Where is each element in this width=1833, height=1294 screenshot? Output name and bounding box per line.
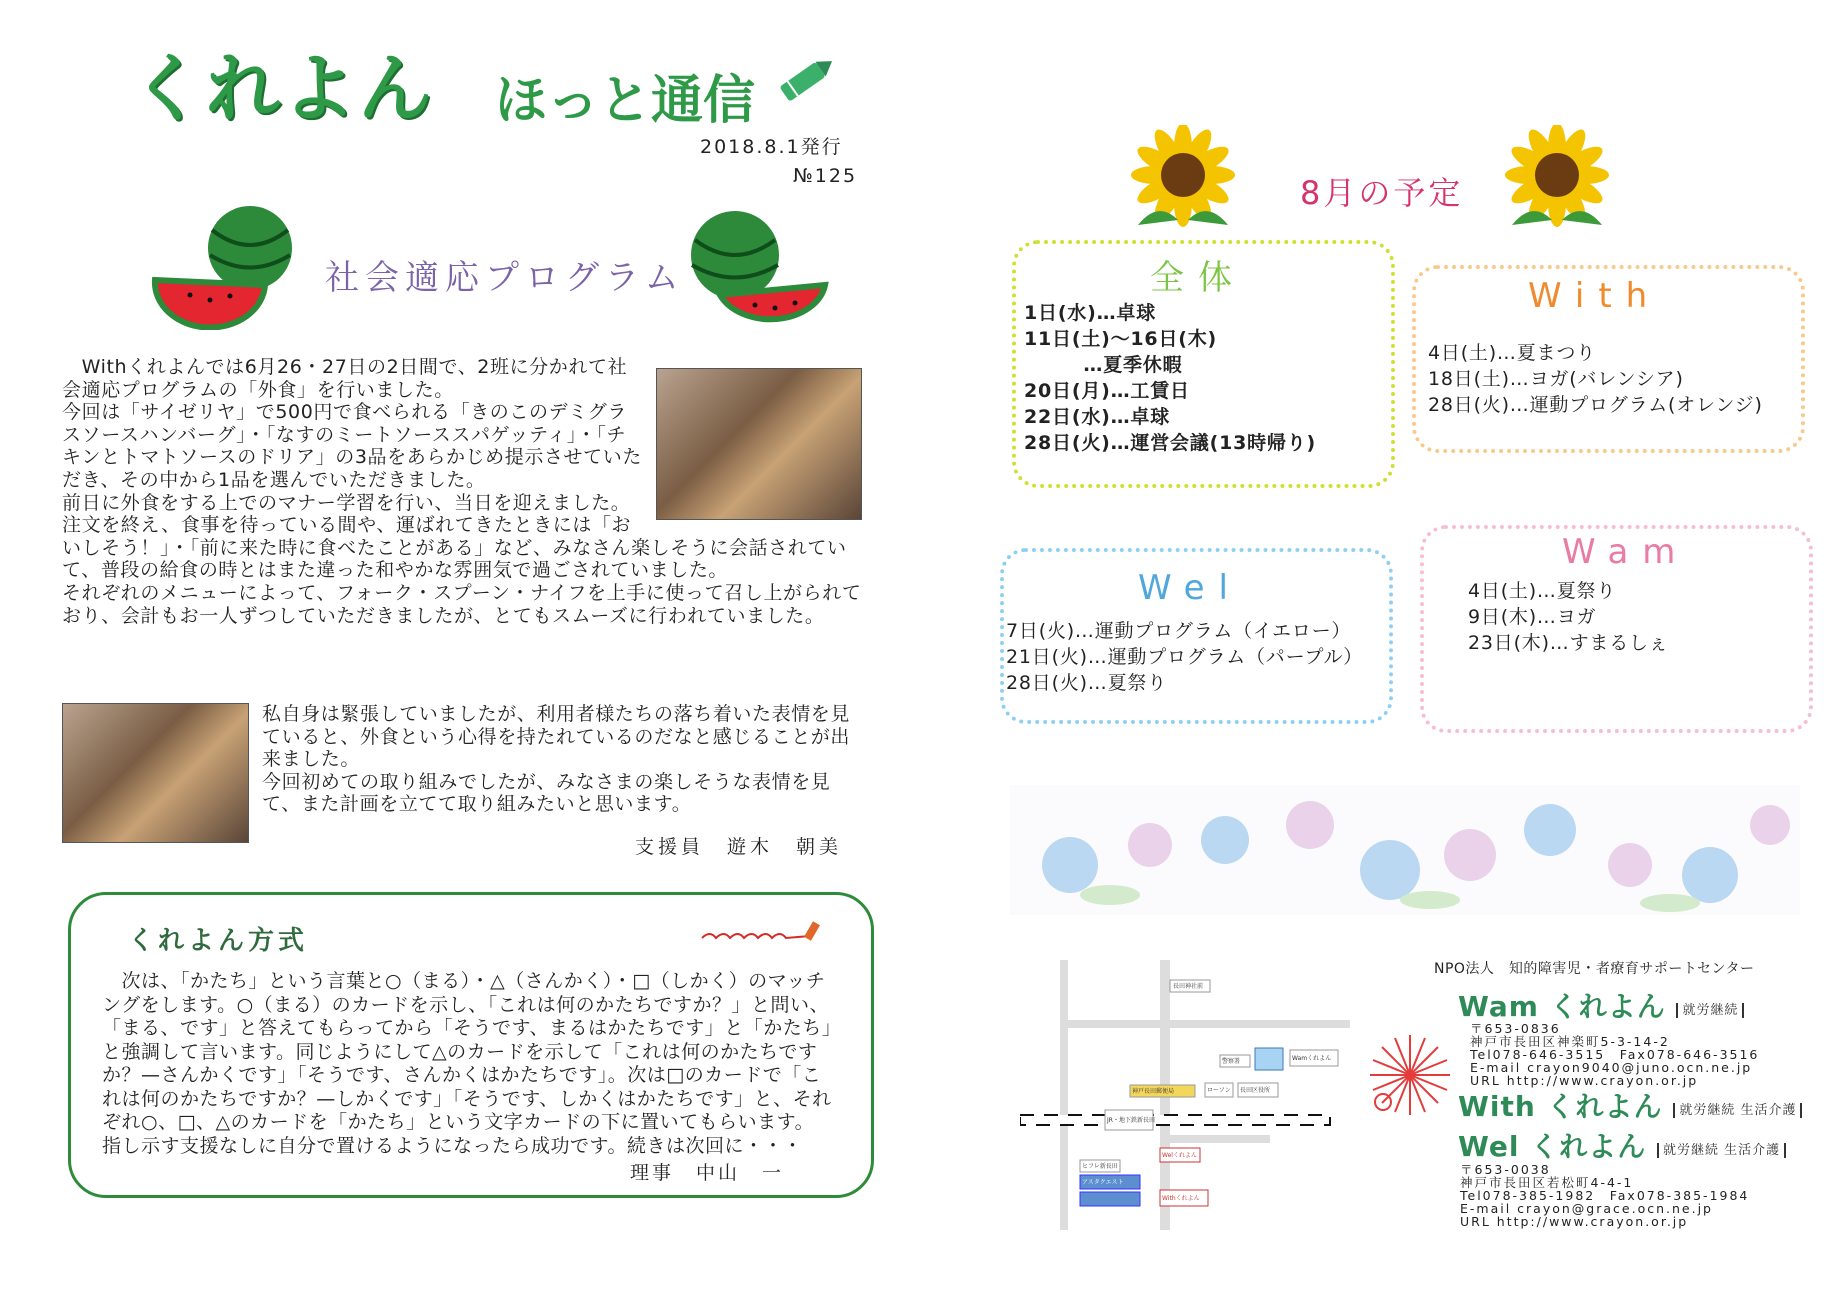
wam-address (1470, 1022, 1759, 1087)
schedule-list-with (1428, 340, 1763, 418)
address-line: 〒653-0038 (1460, 1162, 1551, 1177)
scribble-icon (700, 918, 830, 948)
schedule-heading-wam: Wam (1562, 532, 1690, 572)
wel-address (1460, 1163, 1749, 1228)
schedule-item: 1日(水)…卓球 (1024, 302, 1156, 324)
issue-number: №125 (793, 165, 858, 187)
schedule-item: 9日(木)…ヨガ (1468, 606, 1597, 628)
map-label: 警察署 (1222, 1058, 1241, 1065)
morning-glory-decoration (1010, 785, 1800, 915)
address-line: 〒653-0836 (1470, 1021, 1561, 1036)
article-paragraph: それぞれのメニューによって、フォーク・スプーン・ナイフを上手に使って召し上がられており、会計もお一人ずつしていただきましたが、とてもスムーズに行われていました。 (62, 581, 862, 627)
article-paragraph: 今回は「サイゼリヤ」で500円で食べられる「きのこのデミグラスソースハンバーグ」・「なすのミートソーススパゲッティ」・「チキンとトマトソースのドリア」の3品をあらかじめ提示させていただき、その中から1品を選んでいただきました。 (62, 401, 642, 491)
org-name: NPO法人 知的障害児・者療育サポートセンター (1434, 961, 1755, 977)
crayon-icon (770, 55, 840, 105)
map-label: 神戸長田郵便局 (1132, 1088, 1175, 1095)
map-label: Withくれよん (1162, 1195, 1200, 1202)
method-signature: 理事 中山 一 (630, 1162, 785, 1184)
schedule-item: 4日(土)…夏祭り (1468, 580, 1617, 602)
schedule-item: 20日(月)…工賃日 (1024, 380, 1190, 402)
schedule-item: 7日(火)…運動プログラム（イエロー） (1006, 620, 1352, 642)
article-paragraph: 前日に外食をする上でのマナー学習を行い、当日を迎えました。 (62, 491, 631, 514)
crayon-logo-burst-icon (1365, 1030, 1455, 1120)
article-body (62, 356, 862, 627)
schedule-heading-all: 全体 (1150, 258, 1246, 298)
article-paragraph: Withくれよんでは6月26・27日の2日間で、2班に分かれて社会適応プログラムの「外食」を行いました。 (62, 356, 628, 401)
watermelon-icon (150, 200, 300, 330)
with-tag: 就労継続 生活介護 (1673, 1103, 1802, 1118)
method-text: 次は、「かたち」という言葉と○（まる）・△（さんかく）・□（しかく）のマッチングをします。○（まる）のカードを示し、「これは何のかたちですか？」と問い、「まる、です」と答えてもらってから「そうです、まるはかたちです」と「かたち」と強調して言います。同じようにして△のカードを示して「これは何のかたちですか？—さんかくです」「そうです、さんかくはかたちです」。次は□のカードで「これは何のかたちですか？—しかくです」「そうです、しかくはかたちです」と、それぞれ○、□、△のカードを「かたち」という文字カードの下に置いてもらいます。指し示す支援なしに自分で置けるようになったら成功です。続きは次回に・・・ (102, 970, 832, 1157)
schedule-item: 23日(木)…すまるしぇ (1468, 632, 1669, 654)
with-name: With くれよん (1458, 1090, 1663, 1123)
schedule-item: 28日(火)…運動プログラム(オレンジ) (1428, 394, 1763, 416)
map-label: ローソン (1207, 1087, 1231, 1094)
map-label: JR・地下鉄新長田 (1107, 1117, 1155, 1124)
map-label: アスタクエスト (1082, 1179, 1124, 1186)
sunflower-icon (1492, 125, 1622, 235)
address-line: Tel078-646-3515 Fax078-646-3516 (1470, 1047, 1760, 1062)
address-line: 神戸市長田区若松町4-4-1 (1460, 1175, 1634, 1190)
wel-logo (1458, 1125, 1786, 1165)
issue-date: 2018.8.1発行 (700, 136, 843, 158)
article-paragraph: 私自身は緊張していましたが、利用者様たちの落ち着いた表情を見ていると、外食という心得を持たれているのだなと感じることが出来ました。 (262, 703, 851, 771)
schedule-list-wam (1468, 578, 1669, 656)
article-body-2 (62, 703, 862, 849)
address-line: Tel078-385-1982 Fax078-385-1984 (1460, 1188, 1750, 1203)
map-label: 長田神社前 (1173, 983, 1204, 990)
dining-photo (62, 703, 249, 843)
schedule-item: 4日(土)…夏まつり (1428, 342, 1596, 364)
wam-name: Wam くれよん (1458, 990, 1666, 1023)
sunflower-icon (1118, 125, 1248, 235)
address-line: E-mail crayon@grace.ocn.ne.jp (1460, 1201, 1713, 1216)
map-label: ヒフレ新長田 (1082, 1163, 1118, 1170)
wel-tag: 就労継続 生活介護 (1657, 1143, 1786, 1158)
schedule-item: 22日(水)…卓球 (1024, 406, 1171, 428)
schedule-list-wel (1006, 618, 1363, 696)
wel-name: Wel くれよん (1458, 1130, 1647, 1163)
article-paragraph: 注文を終え、食事を待っている間や、運ばれてきたときには「おいしそう！」・「前に来た時に食べたことがある」など、みなさん楽しそうに会話されていて、普段の給食の時とはまた違った和やかな雰囲気で過ごされていました。 (62, 514, 847, 582)
address-line: URL http://www.crayon.or.jp (1460, 1214, 1689, 1229)
schedule-list-all (1024, 300, 1316, 456)
schedule-item: 21日(火)…運動プログラム（パープル） (1006, 646, 1364, 668)
address-line: E-mail crayon9040@juno.ocn.ne.jp (1470, 1060, 1753, 1075)
with-logo (1458, 1085, 1802, 1125)
wam-tag: 就労継続 (1676, 1003, 1744, 1018)
map-label: Welくれよん (1162, 1152, 1197, 1159)
newsletter-title: くれよん (130, 46, 434, 132)
map-label: 長田区役所 (1240, 1087, 1271, 1094)
schedule-item: 18日(土)…ヨガ(バレンシア) (1428, 368, 1684, 390)
wam-logo (1458, 985, 1744, 1025)
schedule-heading-wel: Wel (1138, 568, 1242, 608)
restaurant-photo (656, 368, 862, 520)
address-line: URL http://www.crayon.or.jp (1470, 1073, 1699, 1088)
schedule-item: 28日(火)…運営会議(13時帰り) (1024, 432, 1317, 454)
schedule-item: …夏季休暇 (1024, 354, 1183, 376)
schedule-item: 11日(土)～16日(木) (1024, 328, 1218, 350)
schedule-heading-with: With (1528, 276, 1662, 316)
address-line: 神戸市長田区神楽町5-3-14-2 (1470, 1034, 1670, 1049)
article-signature: 支援員 遊木 朝美 (635, 836, 843, 858)
schedule-item: 28日(火)…夏祭り (1006, 672, 1168, 694)
article-paragraph: 今回初めての取り組みでしたが、みなさまの楽しそうな表情を見て、また計画を立てて取り組みたいと思います。 (262, 770, 831, 816)
map-label: Wamくれよん (1292, 1055, 1332, 1062)
schedule-title: 8月の予定 (1300, 174, 1464, 212)
access-map (1020, 960, 1350, 1230)
method-title: くれよん方式 (128, 926, 309, 956)
newsletter-subtitle: ほっと通信 (495, 71, 756, 131)
watermelon-icon (680, 205, 830, 335)
article-title: 社会適応プログラム (325, 258, 685, 298)
